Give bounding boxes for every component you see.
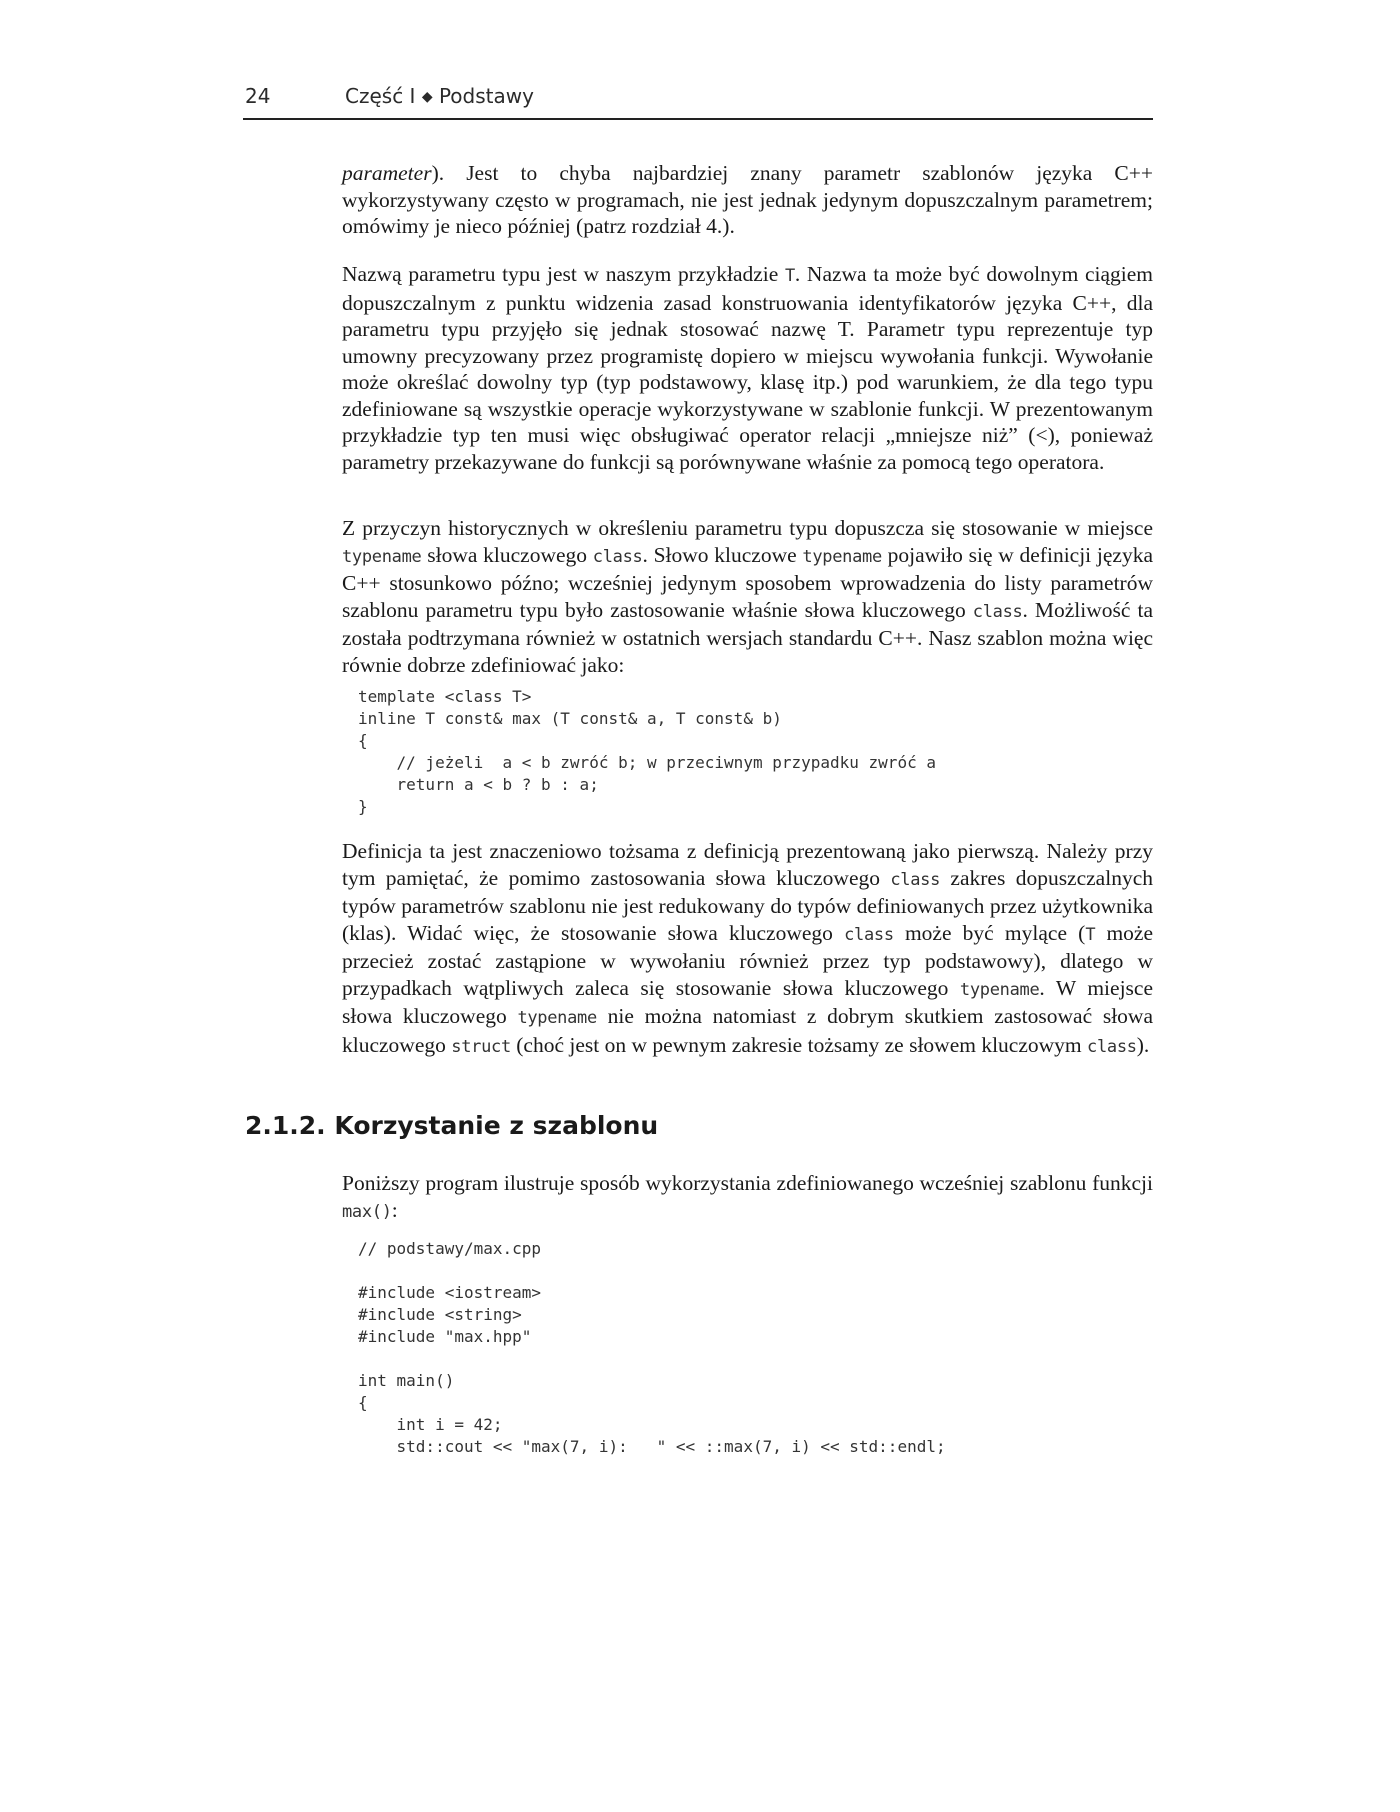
inline-code: typename <box>959 979 1040 1000</box>
paragraph-5 <box>342 1170 1153 1225</box>
paragraph-text: . Możliwość ta została podtrzymana również w ostatnich wersjach standardu C++. Nasz szablon można więc równie dobrze zdefiniować jako: <box>342 597 1154 677</box>
section-heading: 2.1.2. Korzystanie z szablonu <box>245 1111 659 1140</box>
inline-code: class <box>592 546 643 567</box>
paragraph-text: może być mylące ( <box>893 920 1086 945</box>
inline-code: class <box>1087 1036 1137 1057</box>
paragraph-text: Z przyczyn historycznych w określeniu parametru typu dopuszcza się stosowanie w miejsce <box>342 516 1153 540</box>
paragraph-text: nie można natomiast z dobrym skutkiem zastosować słowa kluczowego <box>342 1004 1153 1057</box>
paragraph-text: . Słowo kluczowe <box>642 542 803 567</box>
inline-code: struct <box>451 1036 511 1057</box>
code-block-template: template <class T> inline T const& max (T const& a, T const& b) { // jeżeli a < b zwróć b; w przeciwnym przypadku zwróć a return a < b ? b : a; } <box>358 687 936 816</box>
code-block-main: // podstawy/max.cpp #include <iostream> #include <string> #include "max.hpp" int main() { int i = 42; std::cout << "max(7, i): " << ::max(7, i) << std::endl; <box>358 1239 946 1456</box>
part-label: Część I <box>345 84 416 108</box>
paragraph-text: ). Jest to chyba najbardziej znany parametr szablonów języka C++ wykorzystywany często w programach, nie jest jednak jedynym dopuszczalnym parametrem; omówimy je nieco później (patrz rozdział 4.). <box>342 161 1153 238</box>
inline-code: typename <box>342 546 422 567</box>
paragraph-text: (choć jest on w pewnym zakresie tożsamy ze słowem kluczowym <box>510 1032 1088 1057</box>
paragraph-text: słowa kluczowego <box>421 542 593 567</box>
running-head <box>345 84 534 108</box>
paragraph-2 <box>342 261 1153 475</box>
section-label: Podstawy <box>438 84 534 108</box>
paragraph-text: Nazwą parametru typu jest w naszym przykładzie <box>342 262 785 286</box>
paragraph-3 <box>342 515 1153 678</box>
paragraph-text: Definicja ta jest znaczeniowo tożsama z definicją prezentowaną jako pierwszą. Należy przy tym pamiętać, że pomimo zastosowania słowa kluczowego <box>342 839 1153 890</box>
paragraph-text: ). <box>1136 1032 1150 1057</box>
inline-term: T <box>837 317 850 341</box>
paragraph-text: . Nazwa ta może być dowolnym ciągiem dopuszczalnym z punktu widzenia zasad konstruowania identyfikatorów języka C++, dla parametru typu przyjęło się jednak stosować nazwę <box>342 262 1153 341</box>
inline-code: typename <box>517 1008 597 1028</box>
paragraph-4 <box>342 838 1153 1060</box>
paragraph-text: . Parametr typu reprezentuje typ umowny precyzowany przez programistę dopiero w miejscu wywołania funkcji. Wywołanie może określać dowolny typ (typ podstawowy, klasę itp.) pod warunkiem, że dla tego typu zdefiniowane są wszystkie operacje wykorzystywane w szablonie funkcji. W prezentowanym przykładzie typ ten musi więc obsługiwać operator relacji „mniejsze niż” (<), ponieważ parametry przekazywane do funkcji są porównywane właśnie za pomocą tego operatora. <box>342 317 1154 474</box>
page-number: 24 <box>245 84 271 108</box>
page-header <box>243 84 1153 120</box>
paragraph-text: może przecież zostać zastąpione w wywołaniu również przez typ podstawowy), dlatego w przypadkach wątpliwych zaleca się stosowanie słowa kluczowego <box>342 920 1154 1000</box>
inline-code: T <box>784 266 795 286</box>
inline-code: class <box>890 869 941 890</box>
diamond-icon: ◆ <box>421 89 433 105</box>
paragraph-1 <box>342 160 1153 240</box>
paragraph-text: : <box>391 1197 398 1222</box>
paragraph-text: Poniższy program ilustruje sposób wykorzystania zdefiniowanego wcześniej szablonu funkcji <box>342 1171 1153 1195</box>
inline-code: T <box>1085 924 1096 945</box>
inline-code: class <box>972 601 1023 622</box>
italic-term: parameter <box>342 161 432 185</box>
inline-code: max() <box>342 1201 392 1222</box>
inline-code: typename <box>802 546 882 567</box>
paragraph-text: pojawiło się w definicji języka C++ stosunkowo późno; wcześniej jedynym sposobem wprowadzenia do listy parametrów szablonu parametru typu było zastosowanie właśnie słowa kluczowego <box>342 542 1154 622</box>
paragraph-text: . W miejsce słowa kluczowego <box>342 975 1153 1028</box>
paragraph-text: zakres dopuszczalnych typów parametrów szablonu nie jest redukowany do typów definiowanych przez użytkownika (klas). Widać więc, że stosowanie słowa kluczowego <box>342 865 1153 945</box>
inline-code: class <box>844 924 894 945</box>
